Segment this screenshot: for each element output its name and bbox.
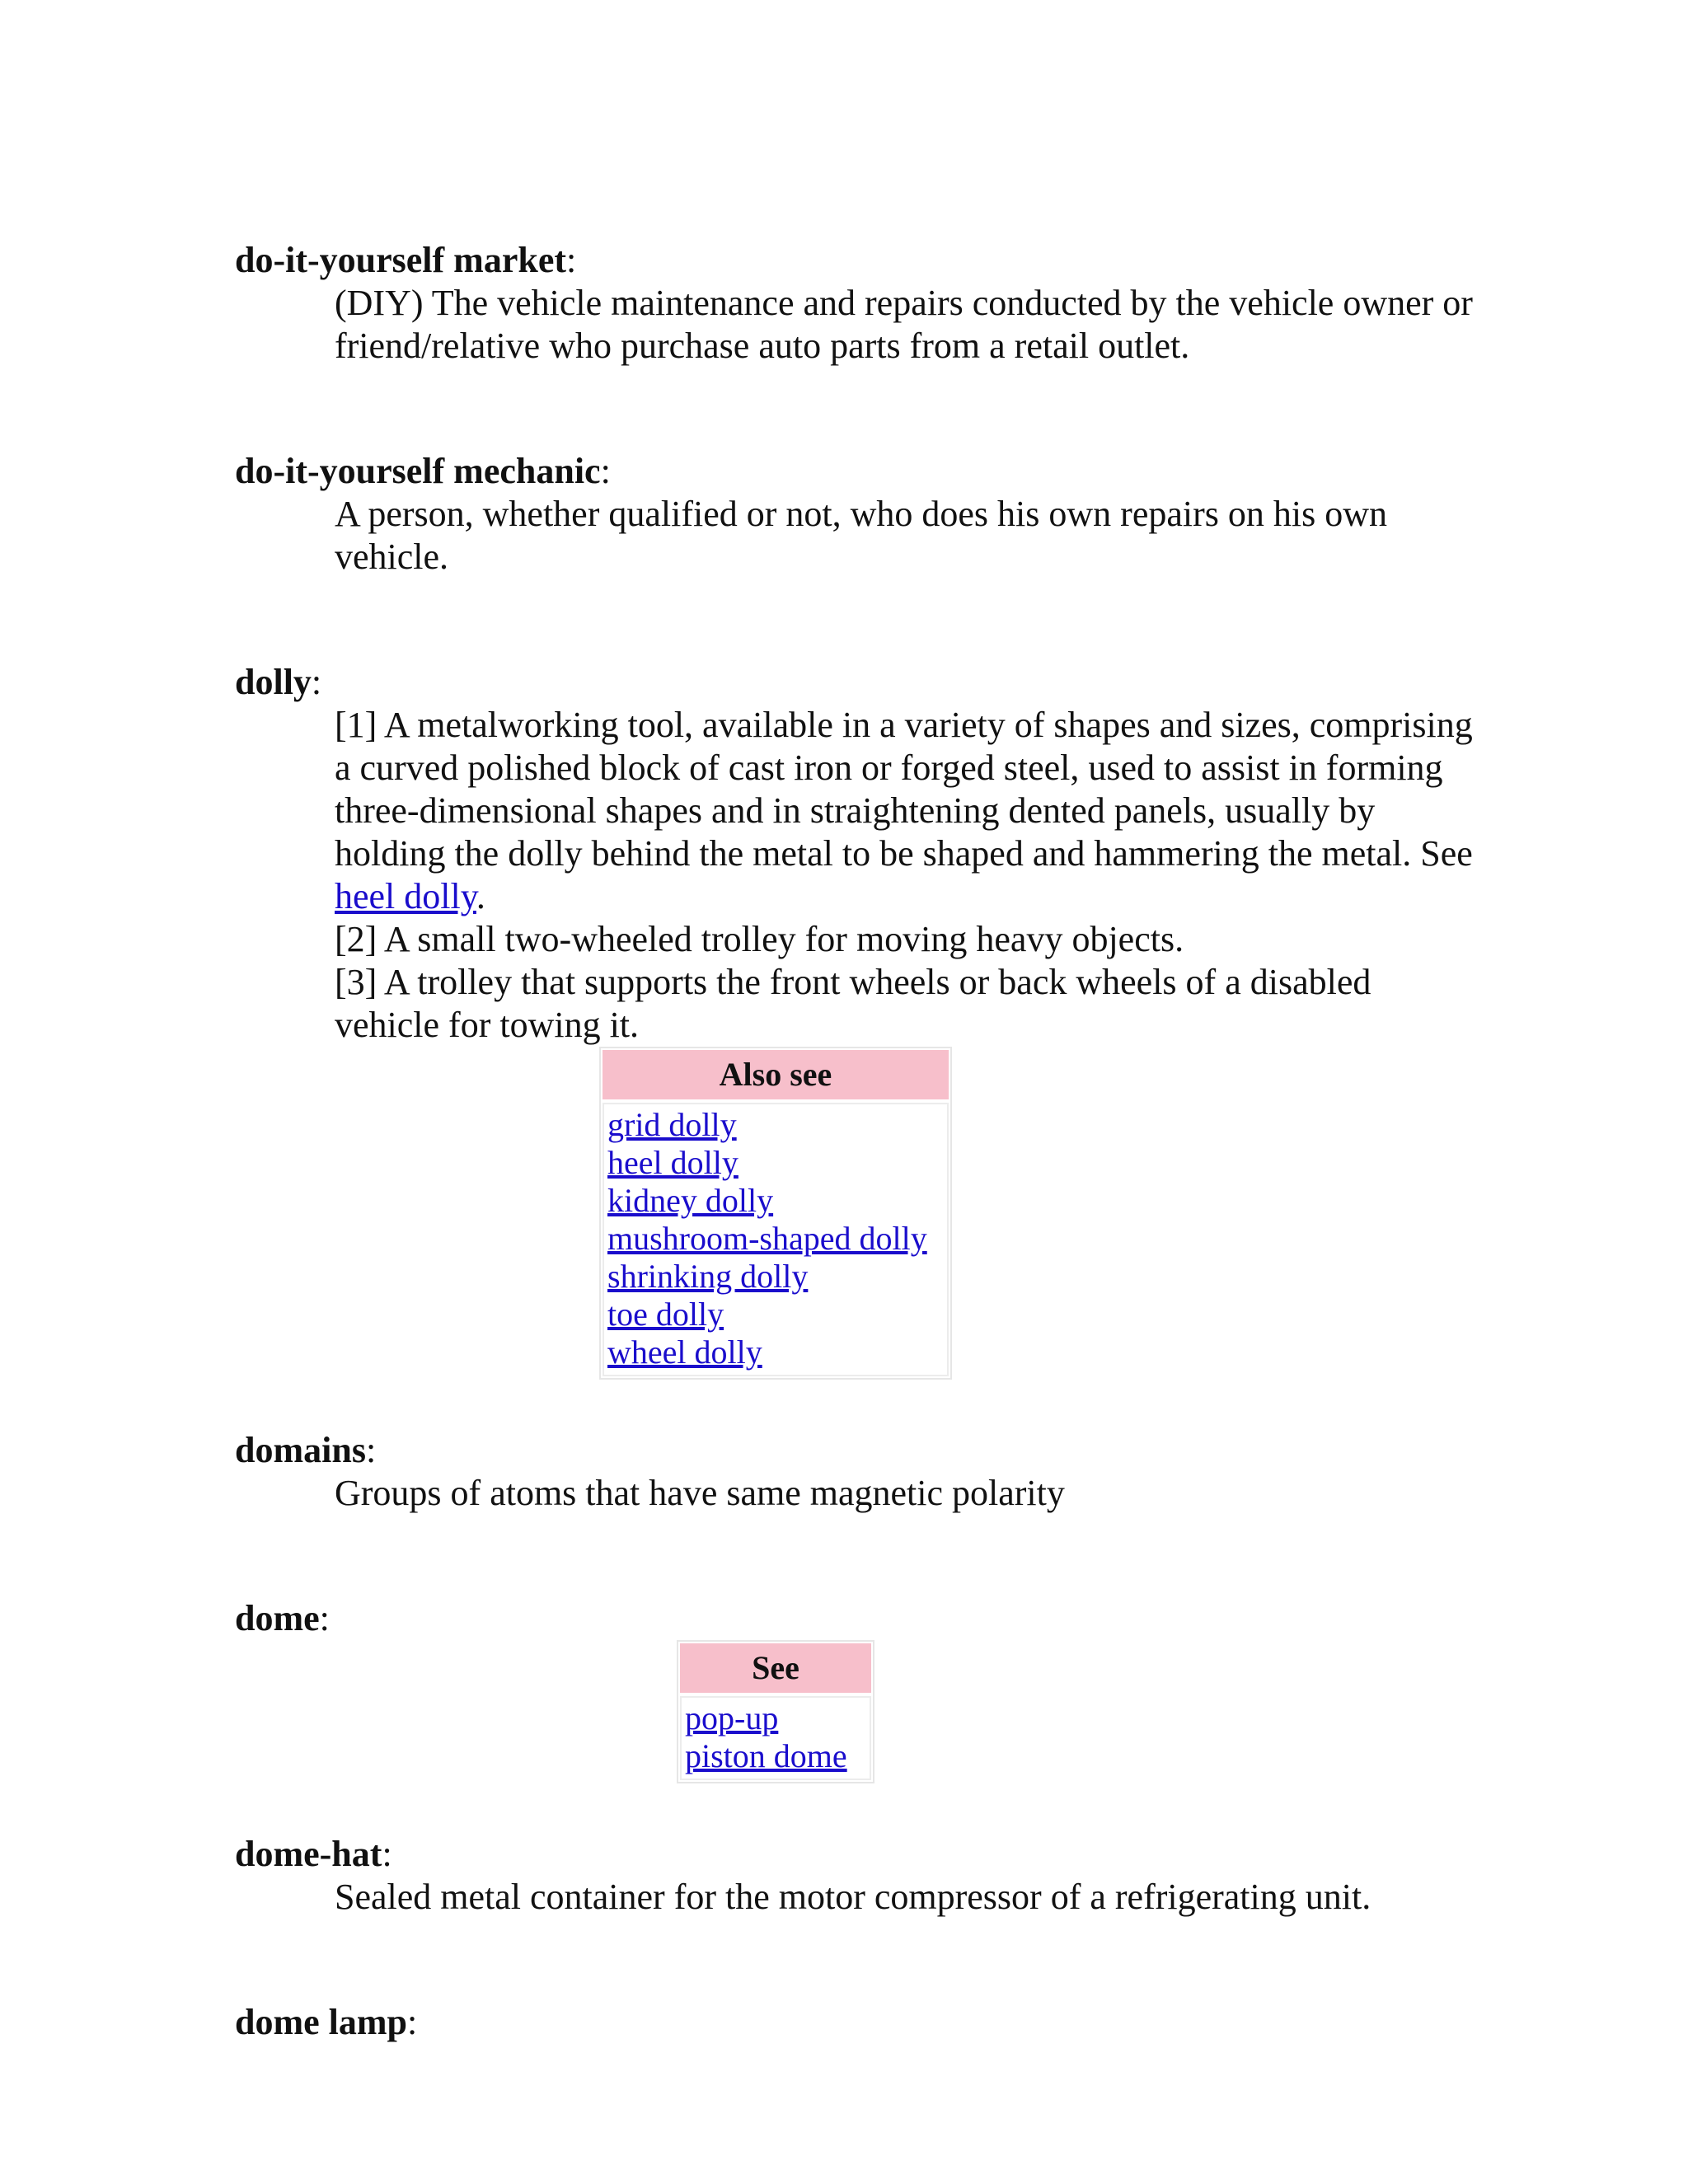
definition-text: Groups of atoms that have same magnetic polarity bbox=[335, 1473, 1065, 1513]
term-title: domains bbox=[235, 1430, 366, 1470]
definition-text: (DIY) The vehicle maintenance and repairs conducted by the vehicle owner or friend/relative who purchase auto parts from a retail outlet. bbox=[335, 283, 1473, 366]
term-title: do-it-yourself market bbox=[235, 240, 567, 280]
entry-dome bbox=[235, 1597, 1471, 1783]
term-colon: : bbox=[311, 662, 322, 702]
term-title: dome bbox=[235, 1598, 320, 1638]
see-link-piston-dome[interactable]: piston dome bbox=[685, 1737, 847, 1774]
term-colon: : bbox=[319, 1598, 330, 1638]
glossary-page bbox=[235, 239, 1471, 2044]
entry-dolly bbox=[235, 661, 1471, 1380]
also-see-link-grid-dolly[interactable]: grid dolly bbox=[607, 1106, 737, 1143]
term-title: dome-hat bbox=[235, 1834, 382, 1874]
definition-1-end: . bbox=[476, 876, 485, 916]
definition bbox=[335, 1876, 1480, 1919]
definition bbox=[335, 704, 1480, 1380]
also-see-box bbox=[599, 1047, 952, 1380]
also-see-header: Also see bbox=[603, 1050, 949, 1099]
see-box bbox=[677, 1640, 874, 1783]
definition bbox=[335, 1472, 1480, 1515]
entry-do-it-yourself-market bbox=[235, 239, 1471, 368]
definition-1 bbox=[335, 704, 1480, 918]
definition-2: [2] A small two-wheeled trolley for moving heavy objects. bbox=[335, 919, 1184, 959]
see-list bbox=[680, 1696, 871, 1780]
term-title: dome lamp bbox=[235, 2002, 407, 2042]
entry-dome-lamp bbox=[235, 2001, 1471, 2044]
definition-3: [3] A trolley that supports the front wheels or back wheels of a disabled vehicle for towing it. bbox=[335, 962, 1372, 1045]
also-see-list bbox=[603, 1103, 949, 1376]
term-colon: : bbox=[600, 451, 611, 491]
term-title: dolly bbox=[235, 662, 312, 702]
also-see-link-heel-dolly[interactable]: heel dolly bbox=[607, 1144, 738, 1181]
definition-text: Sealed metal container for the motor compressor of a refrigerating unit. bbox=[335, 1877, 1372, 1917]
term-colon: : bbox=[566, 240, 577, 280]
term-title: do-it-yourself mechanic bbox=[235, 451, 601, 491]
also-see-link-shrinking-dolly[interactable]: shrinking dolly bbox=[607, 1258, 809, 1295]
see-header: See bbox=[680, 1643, 871, 1693]
term-colon: : bbox=[382, 1834, 392, 1874]
definition bbox=[335, 493, 1480, 579]
definition-text: A person, whether qualified or not, who does his own repairs on his own vehicle. bbox=[335, 494, 1388, 577]
definition bbox=[335, 282, 1480, 368]
also-see-link-kidney-dolly[interactable]: kidney dolly bbox=[607, 1182, 774, 1219]
definition bbox=[335, 1640, 1480, 1783]
term-colon: : bbox=[407, 2002, 418, 2042]
definition-1-text: [1] A metalworking tool, available in a variety of shapes and sizes, comprising a curved polished block of cast iron or forged steel, used to assist in forming three-dimensional shapes and in straightening dented panels, usually by holding the dolly behind the metal to be shaped and hammering the metal. See bbox=[335, 705, 1473, 874]
heel-dolly-link[interactable]: heel dolly bbox=[335, 876, 476, 916]
also-see-link-wheel-dolly[interactable]: wheel dolly bbox=[607, 1333, 762, 1371]
see-link-pop-up[interactable]: pop-up bbox=[685, 1699, 779, 1736]
term-colon: : bbox=[365, 1430, 377, 1470]
also-see-link-mushroom-shaped-dolly[interactable]: mushroom-shaped dolly bbox=[607, 1220, 927, 1257]
entry-domains bbox=[235, 1429, 1471, 1515]
entry-do-it-yourself-mechanic bbox=[235, 450, 1471, 579]
also-see-link-toe-dolly[interactable]: toe dolly bbox=[607, 1296, 724, 1333]
entry-dome-hat bbox=[235, 1833, 1471, 1919]
